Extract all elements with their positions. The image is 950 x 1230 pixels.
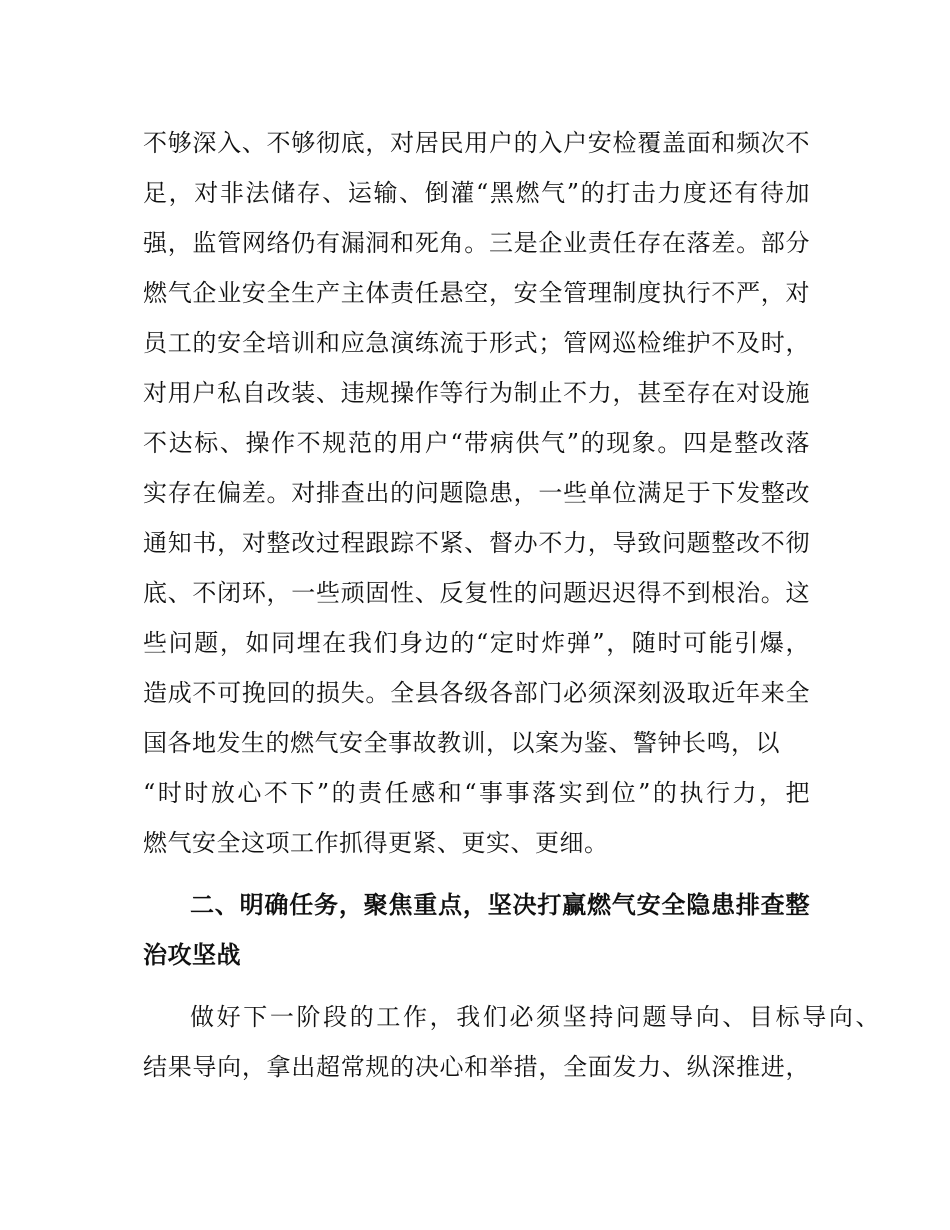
paragraph-line: 通知书，对整改过程跟踪不紧、督办不力，导致问题整改不彻 (143, 529, 810, 557)
paragraph-line: 足，对非法储存、运输、倒灌“黑燃气”的打击力度还有待加 (143, 179, 810, 207)
paragraph-line: 实存在偏差。对排查出的问题隐患，一些单位满足于下发整改 (143, 479, 810, 507)
paragraph-line: 造成不可挽回的损失。全县各级各部门必须深刻汲取近年来全 (143, 679, 810, 707)
paragraph-line: 些问题，如同埋在我们身边的“定时炸弹”，随时可能引爆， (143, 629, 810, 657)
section-heading-line: 治攻坚战 (143, 941, 241, 969)
paragraph-line: 强，监管网络仍有漏洞和死角。三是企业责任存在落差。部分 (143, 229, 810, 257)
paragraph-line: “时时放心不下”的责任感和“事事落实到位”的执行力，把 (143, 779, 810, 807)
paragraph-line: 做好下一阶段的工作，我们必须坚持问题导向、目标导向、 (190, 1003, 880, 1031)
paragraph-line: 底、不闭环，一些顽固性、反复性的问题迟迟得不到根治。这 (143, 579, 810, 607)
paragraph-line: 对用户私自改装、违规操作等行为制止不力，甚至存在对设施 (143, 379, 810, 407)
section-heading-line: 二、明确任务，聚焦重点，坚决打赢燃气安全隐患排查整 (190, 891, 810, 919)
paragraph-line: 结果导向，拿出超常规的决心和举措，全面发力、纵深推进， (143, 1053, 810, 1081)
paragraph-line: 燃气企业安全生产主体责任悬空，安全管理制度执行不严，对 (143, 279, 810, 307)
paragraph-line: 不达标、操作不规范的用户“带病供气”的现象。四是整改落 (143, 429, 810, 457)
paragraph-line: 员工的安全培训和应急演练流于形式；管网巡检维护不及时， (143, 329, 810, 357)
paragraph-line: 燃气安全这项工作抓得更紧、更实、更细。 (143, 829, 609, 857)
paragraph-line: 国各地发生的燃气安全事故教训，以案为鉴、警钟长鸣，以 (143, 729, 780, 757)
paragraph-line: 不够深入、不够彻底，对居民用户的入户安检覆盖面和频次不 (143, 129, 810, 157)
